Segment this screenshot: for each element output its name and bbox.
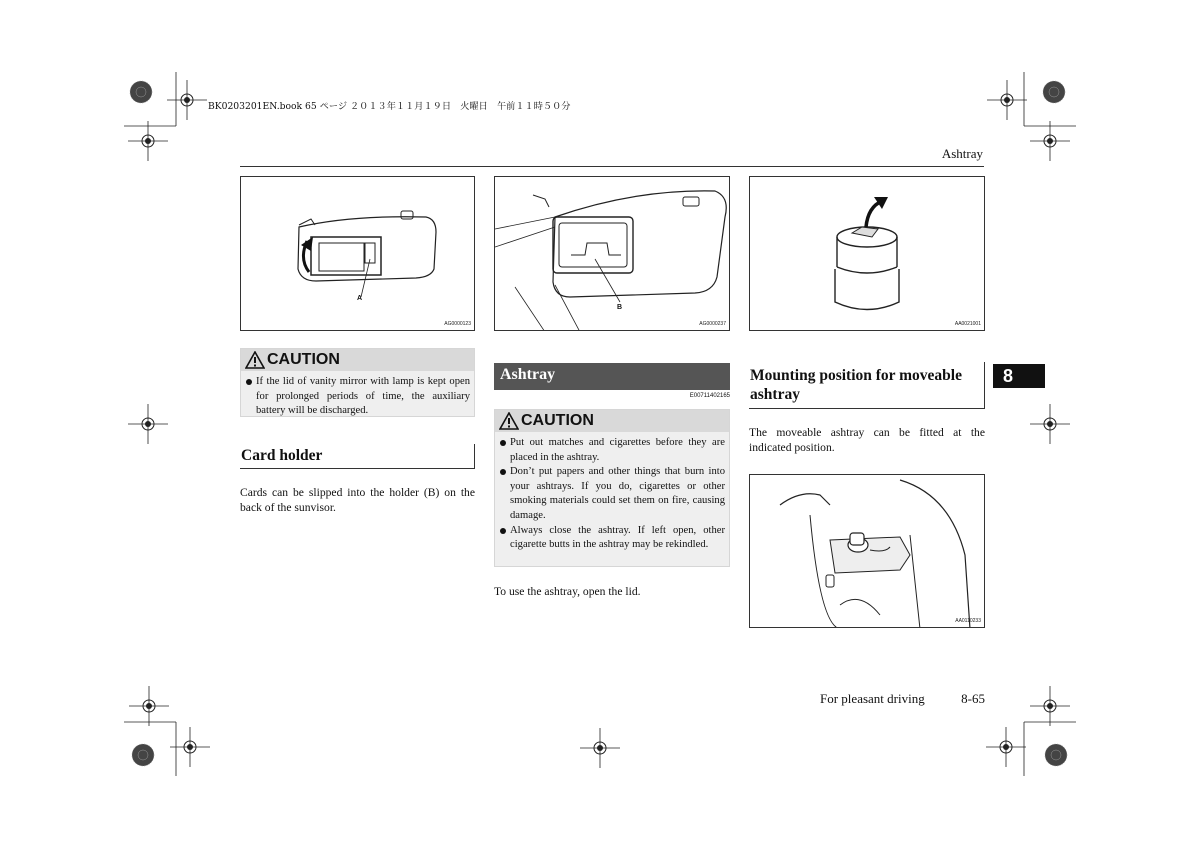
footer-section-title: For pleasant driving (820, 691, 925, 706)
card-holder-text: Cards can be slipped into the holder (B) on the back of the sunvisor. (240, 486, 475, 515)
footer-page-number: 8-65 (961, 691, 985, 706)
figure-code: AA0021001 (954, 321, 981, 327)
warning-triangle-icon (245, 351, 265, 369)
card-holder-heading-rule-right (474, 444, 475, 469)
header-rule (240, 166, 984, 167)
caution-box-ashtray (494, 409, 730, 567)
caution-item: Put out matches and cigarettes before they are placed in the ashtray. (499, 436, 725, 465)
caution-header (495, 410, 729, 432)
warning-triangle-icon (499, 412, 519, 430)
label-a: A (357, 295, 363, 302)
caution-item: Always close the ashtray. If left open, other cigarette butts in the ashtray may be rekindled. (499, 524, 725, 553)
caution-item: Don’t put papers and other things that burn into your ashtrays. If you do, cigarettes or other smoking materials could set them on fire, causing damage. (499, 465, 725, 523)
caution-header (241, 349, 474, 371)
mounting-heading (750, 366, 975, 404)
caution-title: CAUTION (267, 351, 340, 368)
label-b: B (617, 304, 623, 311)
caution-item: If the lid of vanity mirror with lamp is kept open for prolonged periods of time, the auxiliary battery will be discharged. (245, 375, 470, 419)
mounting-text: The moveable ashtray can be fitted at the indicated position. (749, 426, 985, 455)
card-holder-heading-rule (240, 468, 475, 469)
mounting-heading-text: Mounting position for moveable ashtray (750, 367, 962, 403)
ashtray-heading: Ashtray (500, 366, 556, 383)
vanity-mirror-figure (240, 176, 475, 331)
caution-list (495, 432, 729, 559)
card-holder-figure (494, 176, 730, 331)
ashtray-text: To use the ashtray, open the lid. (494, 585, 641, 598)
chapter-tab (993, 364, 1045, 388)
mounting-heading-rule-right (984, 362, 985, 409)
card-holder-heading: Card holder (241, 447, 323, 464)
caution-list (241, 371, 474, 425)
chapter-number: 8 (1003, 365, 1014, 386)
figure-code: AG0000123 (444, 321, 471, 327)
print-header: BK0203201EN.book 65 ページ ２０１３年１１月１９日 火曜日 午前１１時５０分 (208, 101, 571, 112)
figure-code: AG0000237 (699, 321, 726, 327)
running-title: Ashtray (941, 146, 983, 161)
caution-box-vanity-mirror (240, 348, 475, 417)
caution-title: CAUTION (521, 412, 594, 429)
figure-code: AA0110233 (955, 618, 981, 624)
mounting-position-figure (749, 474, 985, 628)
ashtray-code: E00711402165 (689, 393, 730, 399)
ashtray-lid-figure (749, 176, 985, 331)
mounting-heading-rule (749, 408, 985, 409)
